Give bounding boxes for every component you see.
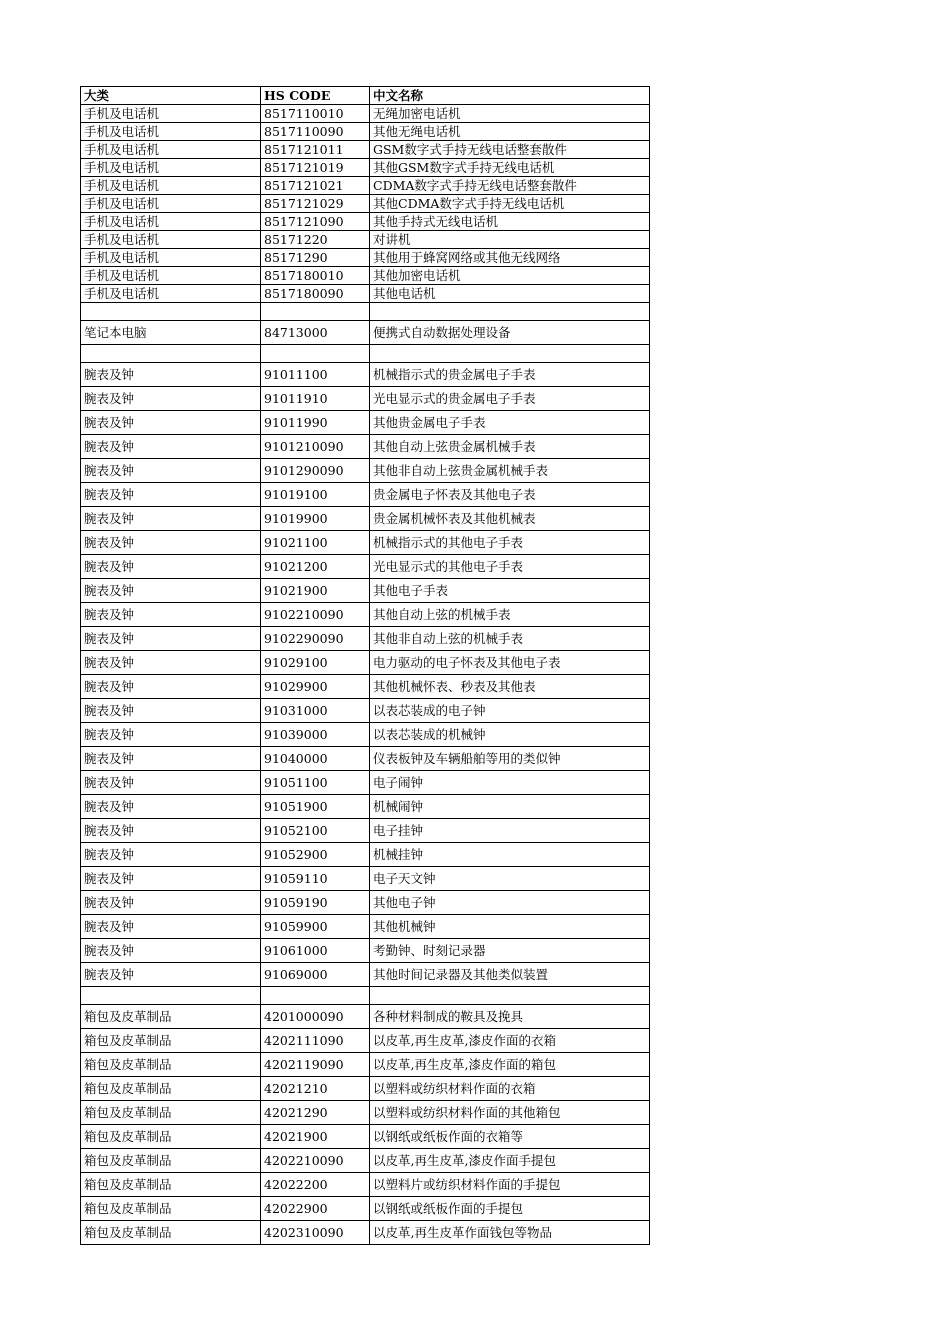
chinese-name-cell [370, 303, 650, 321]
table-row [81, 723, 650, 747]
table-row [81, 915, 650, 939]
hs-code-cell: 91059190 [261, 891, 370, 915]
hs-code-cell: 9101210090 [261, 435, 370, 459]
category-cell: 箱包及皮革制品 [81, 1005, 261, 1029]
table-body [81, 105, 650, 1245]
blank-row [81, 345, 650, 363]
category-cell: 箱包及皮革制品 [81, 1101, 261, 1125]
chinese-name-cell: 其他CDMA数字式手持无线电话机 [370, 195, 650, 213]
hs-code-cell: 91021900 [261, 579, 370, 603]
table-row [81, 555, 650, 579]
hs-code-cell: 91031000 [261, 699, 370, 723]
hs-code-cell: 8517180090 [261, 285, 370, 303]
chinese-name-cell: 对讲机 [370, 231, 650, 249]
blank-row [81, 303, 650, 321]
hs-code-cell: 91029100 [261, 651, 370, 675]
header-category: 大类 [81, 87, 261, 105]
table-row [81, 579, 650, 603]
chinese-name-cell: 各种材料制成的鞍具及挽具 [370, 1005, 650, 1029]
category-cell [81, 345, 261, 363]
category-cell [81, 303, 261, 321]
chinese-name-cell: 其他用于蜂窝网络或其他无线网络 [370, 249, 650, 267]
table-row [81, 1077, 650, 1101]
category-cell: 腕表及钟 [81, 867, 261, 891]
hs-code-cell: 91029900 [261, 675, 370, 699]
table-row [81, 249, 650, 267]
chinese-name-cell: 以皮革,再生皮革,漆皮作面手提包 [370, 1149, 650, 1173]
chinese-name-cell: 其他GSM数字式手持无线电话机 [370, 159, 650, 177]
category-cell: 腕表及钟 [81, 627, 261, 651]
table-row [81, 459, 650, 483]
category-cell: 手机及电话机 [81, 141, 261, 159]
category-cell: 手机及电话机 [81, 177, 261, 195]
hs-code-cell: 42021290 [261, 1101, 370, 1125]
hs-code-cell: 91051900 [261, 795, 370, 819]
hs-code-cell: 91021100 [261, 531, 370, 555]
header-row [81, 87, 650, 105]
chinese-name-cell: 电子天文钟 [370, 867, 650, 891]
chinese-name-cell: 以钢纸或纸板作面的手提包 [370, 1197, 650, 1221]
table-row [81, 1221, 650, 1245]
hs-code-cell: 8517180010 [261, 267, 370, 285]
chinese-name-cell [370, 987, 650, 1005]
chinese-name-cell: GSM数字式手持无线电话整套散件 [370, 141, 650, 159]
hs-code-cell: 8517121021 [261, 177, 370, 195]
category-cell: 手机及电话机 [81, 159, 261, 177]
header-hs-code: HS CODE [261, 87, 370, 105]
category-cell: 腕表及钟 [81, 747, 261, 771]
table-row [81, 123, 650, 141]
category-cell: 腕表及钟 [81, 603, 261, 627]
chinese-name-cell: 电子挂钟 [370, 819, 650, 843]
category-cell: 腕表及钟 [81, 891, 261, 915]
blank-row [81, 987, 650, 1005]
table-row [81, 141, 650, 159]
category-cell: 手机及电话机 [81, 231, 261, 249]
table-row [81, 177, 650, 195]
table-row [81, 795, 650, 819]
chinese-name-cell: 仪表板钟及车辆船舶等用的类似钟 [370, 747, 650, 771]
category-cell: 手机及电话机 [81, 285, 261, 303]
category-cell: 箱包及皮革制品 [81, 1173, 261, 1197]
chinese-name-cell: 贵金属电子怀表及其他电子表 [370, 483, 650, 507]
table-row [81, 1101, 650, 1125]
category-cell: 腕表及钟 [81, 483, 261, 507]
table-row [81, 1197, 650, 1221]
chinese-name-cell: 电子闹钟 [370, 771, 650, 795]
chinese-name-cell: 机械闹钟 [370, 795, 650, 819]
table-row [81, 267, 650, 285]
chinese-name-cell: 其他电子手表 [370, 579, 650, 603]
category-cell: 腕表及钟 [81, 819, 261, 843]
hs-code-cell: 91051100 [261, 771, 370, 795]
hs-code-cell: 4202310090 [261, 1221, 370, 1245]
table-row [81, 651, 650, 675]
hs-code-cell: 85171290 [261, 249, 370, 267]
category-cell: 手机及电话机 [81, 267, 261, 285]
table-row [81, 675, 650, 699]
category-cell: 腕表及钟 [81, 915, 261, 939]
table-row [81, 195, 650, 213]
chinese-name-cell: CDMA数字式手持无线电话整套散件 [370, 177, 650, 195]
category-cell: 腕表及钟 [81, 675, 261, 699]
hs-code-cell: 8517110090 [261, 123, 370, 141]
chinese-name-cell: 以皮革,再生皮革,漆皮作面的箱包 [370, 1053, 650, 1077]
category-cell: 腕表及钟 [81, 795, 261, 819]
table-row [81, 699, 650, 723]
chinese-name-cell: 以皮革,再生皮革作面钱包等物品 [370, 1221, 650, 1245]
category-cell: 腕表及钟 [81, 699, 261, 723]
chinese-name-cell: 其他无绳电话机 [370, 123, 650, 141]
chinese-name-cell: 其他电子钟 [370, 891, 650, 915]
hs-code-cell: 91019900 [261, 507, 370, 531]
hs-code-cell: 91052900 [261, 843, 370, 867]
hs-code-cell: 8517121019 [261, 159, 370, 177]
category-cell: 手机及电话机 [81, 123, 261, 141]
hs-code-cell: 91059110 [261, 867, 370, 891]
table-row [81, 819, 650, 843]
hs-code-cell: 8517121090 [261, 213, 370, 231]
hs-code-cell: 4202119090 [261, 1053, 370, 1077]
hs-code-cell: 8517121029 [261, 195, 370, 213]
chinese-name-cell: 其他电话机 [370, 285, 650, 303]
category-cell: 箱包及皮革制品 [81, 1053, 261, 1077]
table-row [81, 963, 650, 987]
category-cell: 手机及电话机 [81, 249, 261, 267]
table-row [81, 891, 650, 915]
hs-code-cell [261, 987, 370, 1005]
table-row [81, 507, 650, 531]
table-row [81, 1053, 650, 1077]
table-row [81, 1029, 650, 1053]
chinese-name-cell: 以表芯装成的电子钟 [370, 699, 650, 723]
hs-code-cell: 4202111090 [261, 1029, 370, 1053]
chinese-name-cell: 其他贵金属电子手表 [370, 411, 650, 435]
chinese-name-cell: 以塑料或纺织材料作面的衣箱 [370, 1077, 650, 1101]
hs-code-cell: 42022200 [261, 1173, 370, 1197]
chinese-name-cell: 贵金属机械怀表及其他机械表 [370, 507, 650, 531]
hs-code-cell: 8517121011 [261, 141, 370, 159]
table-row [81, 939, 650, 963]
category-cell: 腕表及钟 [81, 771, 261, 795]
hs-code-cell: 84713000 [261, 321, 370, 345]
category-cell: 腕表及钟 [81, 411, 261, 435]
hs-code-cell [261, 303, 370, 321]
category-cell: 腕表及钟 [81, 387, 261, 411]
table-row [81, 867, 650, 891]
chinese-name-cell: 机械指示式的贵金属电子手表 [370, 363, 650, 387]
chinese-name-cell: 便携式自动数据处理设备 [370, 321, 650, 345]
category-cell: 腕表及钟 [81, 531, 261, 555]
table-header [81, 87, 650, 105]
category-cell: 腕表及钟 [81, 507, 261, 531]
hs-code-cell: 9102290090 [261, 627, 370, 651]
table-row [81, 105, 650, 123]
table-row [81, 531, 650, 555]
chinese-name-cell: 以表芯装成的机械钟 [370, 723, 650, 747]
category-cell [81, 987, 261, 1005]
hs-code-cell: 91021200 [261, 555, 370, 579]
category-cell: 腕表及钟 [81, 651, 261, 675]
hs-code-cell: 91011990 [261, 411, 370, 435]
chinese-name-cell: 光电显示式的贵金属电子手表 [370, 387, 650, 411]
hs-code-cell: 4201000090 [261, 1005, 370, 1029]
table-row [81, 771, 650, 795]
chinese-name-cell: 其他手持式无线电话机 [370, 213, 650, 231]
chinese-name-cell: 光电显示式的其他电子手表 [370, 555, 650, 579]
chinese-name-cell: 其他机械钟 [370, 915, 650, 939]
chinese-name-cell: 以皮革,再生皮革,漆皮作面的衣箱 [370, 1029, 650, 1053]
table-row [81, 843, 650, 867]
hs-code-cell: 91039000 [261, 723, 370, 747]
table-row [81, 1149, 650, 1173]
table-row [81, 603, 650, 627]
hs-code-cell: 8517110010 [261, 105, 370, 123]
table-row [81, 387, 650, 411]
chinese-name-cell: 考勤钟、时刻记录器 [370, 939, 650, 963]
hs-code-cell: 42021210 [261, 1077, 370, 1101]
category-cell: 箱包及皮革制品 [81, 1221, 261, 1245]
table-row [81, 363, 650, 387]
table-row [81, 321, 650, 345]
chinese-name-cell: 机械指示式的其他电子手表 [370, 531, 650, 555]
hs-code-cell [261, 345, 370, 363]
table-row [81, 1173, 650, 1197]
category-cell: 腕表及钟 [81, 939, 261, 963]
chinese-name-cell: 其他非自动上弦贵金属机械手表 [370, 459, 650, 483]
category-cell: 箱包及皮革制品 [81, 1125, 261, 1149]
table-row [81, 483, 650, 507]
category-cell: 腕表及钟 [81, 723, 261, 747]
hs-code-cell: 91011910 [261, 387, 370, 411]
table-row [81, 1125, 650, 1149]
table-row [81, 747, 650, 771]
category-cell: 腕表及钟 [81, 435, 261, 459]
chinese-name-cell: 无绳加密电话机 [370, 105, 650, 123]
chinese-name-cell: 以钢纸或纸板作面的衣箱等 [370, 1125, 650, 1149]
category-cell: 笔记本电脑 [81, 321, 261, 345]
category-cell: 箱包及皮革制品 [81, 1149, 261, 1173]
hs-code-cell: 91059900 [261, 915, 370, 939]
category-cell: 腕表及钟 [81, 579, 261, 603]
table-row [81, 159, 650, 177]
category-cell: 腕表及钟 [81, 555, 261, 579]
table-row [81, 213, 650, 231]
category-cell: 箱包及皮革制品 [81, 1077, 261, 1101]
hs-code-cell: 42022900 [261, 1197, 370, 1221]
hs-code-cell: 91052100 [261, 819, 370, 843]
table-row [81, 285, 650, 303]
category-cell: 腕表及钟 [81, 363, 261, 387]
hs-code-cell: 91040000 [261, 747, 370, 771]
hs-code-cell: 91011100 [261, 363, 370, 387]
table-row [81, 231, 650, 249]
table-row [81, 627, 650, 651]
table-row [81, 1005, 650, 1029]
category-cell: 手机及电话机 [81, 105, 261, 123]
hs-code-cell: 4202210090 [261, 1149, 370, 1173]
chinese-name-cell: 机械挂钟 [370, 843, 650, 867]
chinese-name-cell: 电力驱动的电子怀表及其他电子表 [370, 651, 650, 675]
chinese-name-cell: 以塑料片或纺织材料作面的手提包 [370, 1173, 650, 1197]
category-cell: 箱包及皮革制品 [81, 1029, 261, 1053]
category-cell: 箱包及皮革制品 [81, 1197, 261, 1221]
hs-code-cell: 9101290090 [261, 459, 370, 483]
table-row [81, 411, 650, 435]
hs-code-cell: 91061000 [261, 939, 370, 963]
chinese-name-cell: 其他加密电话机 [370, 267, 650, 285]
table-row [81, 435, 650, 459]
hs-code-cell: 91019100 [261, 483, 370, 507]
category-cell: 腕表及钟 [81, 843, 261, 867]
category-cell: 腕表及钟 [81, 459, 261, 483]
category-cell: 手机及电话机 [81, 195, 261, 213]
chinese-name-cell: 其他自动上弦的机械手表 [370, 603, 650, 627]
category-cell: 腕表及钟 [81, 963, 261, 987]
header-chinese-name: 中文名称 [370, 87, 650, 105]
hs-code-cell: 91069000 [261, 963, 370, 987]
hs-code-cell: 9102210090 [261, 603, 370, 627]
category-cell: 手机及电话机 [81, 213, 261, 231]
chinese-name-cell: 其他自动上弦贵金属机械手表 [370, 435, 650, 459]
chinese-name-cell: 其他机械怀表、秒表及其他表 [370, 675, 650, 699]
chinese-name-cell [370, 345, 650, 363]
hs-code-table [80, 86, 650, 1245]
hs-code-cell: 85171220 [261, 231, 370, 249]
hs-code-cell: 42021900 [261, 1125, 370, 1149]
chinese-name-cell: 其他非自动上弦的机械手表 [370, 627, 650, 651]
chinese-name-cell: 以塑料或纺织材料作面的其他箱包 [370, 1101, 650, 1125]
chinese-name-cell: 其他时间记录器及其他类似装置 [370, 963, 650, 987]
